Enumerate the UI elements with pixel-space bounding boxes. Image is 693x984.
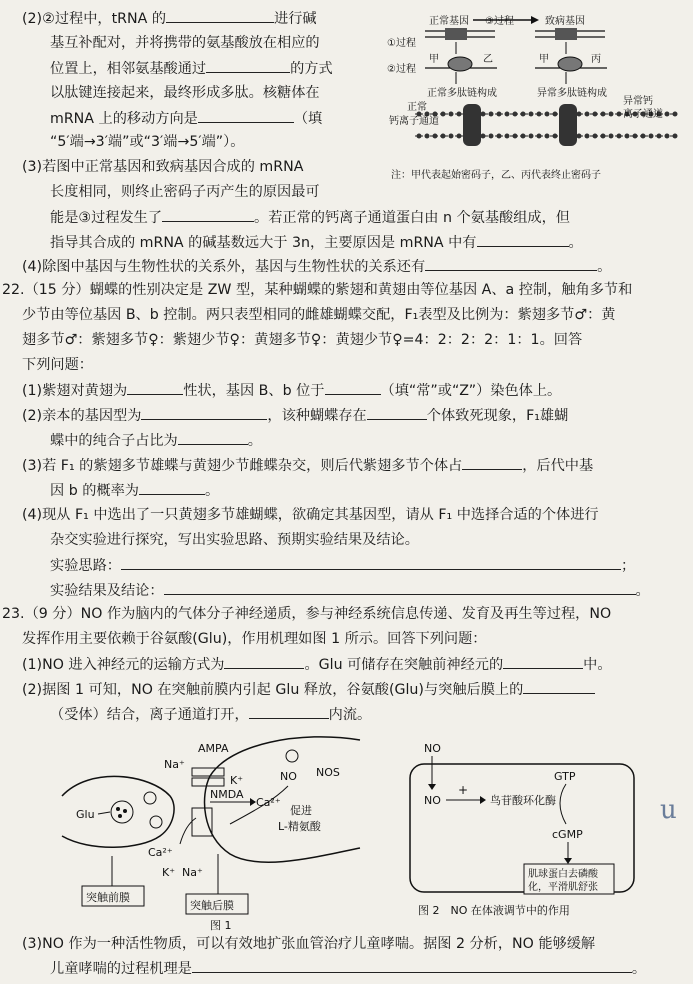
figure-2-no-pathway [408,738,670,920]
label-na-bottom: Na⁺ [182,866,203,879]
q21-p2-line2: 基互补配对，并将携带的氨基酸放在相应的 [50,35,320,51]
label-no-inside: NO [424,794,441,807]
q21-p2-line6: “5′端→3′端”或“3′端→5′端”）。 [50,134,245,150]
q22-stem-line2: 少节由等位基因 B、b 控制。两只表型相同的雌雄蝴蝶交配，F₁表型及比例为：紫翅多节♂：黄 [22,307,616,323]
q22-p4-line1: (4)现从 F₁ 中选出了一只黄翅多节雄蝴蝶，欲确定其基因型，请从 F₁ 中选择合适的个体进行 [22,507,599,523]
q22-p3-line2: 因 b 的概率为 。 [50,480,219,501]
label-na-top: Na⁺ [164,758,185,771]
label-abnormal-channel-1: 异常钙 [623,96,653,107]
label-normal-peptide: 正常多肽链构成 [427,88,497,99]
q22-p2-line2: 蝶中的纯合子占比为 。 [50,430,262,451]
label-nos: NOS [316,766,340,779]
figure-1-caption: 图 1 [210,919,232,932]
margin-handwriting: u [660,795,677,825]
label-ca-right: Ca²⁺ [256,796,281,809]
label-jia-1: 甲 [429,54,439,65]
label-no-top: NO [424,742,441,755]
label-step3: ③过程 [485,16,514,27]
label-step1: ①过程 [387,38,416,49]
label-cgmp: cGMP [552,828,583,841]
label-k-top: K⁺ [230,774,244,787]
q22-stem-line3: 翅多节♂：紫翅多节♀：紫翅少节♀：黄翅多节♀：黄翅少节♀=4：2：2：2：1：1。回答 [22,332,583,348]
q21-p3-line2: 长度相同，则终止密码子丙产生的原因最可 [50,184,320,200]
normal-channel-shape [463,104,481,146]
q22-p1: (1)紫翅对黄翅为 性状，基因 B、b 位于 （填“常”或“Z”）染色体上。 [22,380,561,401]
label-arg: L-精氨酸 [278,820,321,833]
label-k-bottom: K⁺ [162,866,176,879]
q21-p2-line5: mRNA 上的移动方向是 （填 [50,108,322,129]
q21-p2-line4: 以肽键连接起来，最终形成多肽。核糖体在 [50,85,320,101]
label-abnormal-channel-2: 离子通道 [623,109,663,120]
label-nmda: NMDA [210,788,244,801]
q21-p3-line4: 指导其合成的 mRNA 的碱基数远大于 3n，主要原因是 mRNA 中有 。 [50,232,583,253]
q21-p3-line1: (3)若图中正常基因和致病基因合成的 mRNA [22,159,304,175]
label-yi: 乙 [483,54,493,65]
label-guanylate-cyclase: 鸟苷酸环化酶 [490,794,556,807]
label-promote: 促进 [290,804,312,817]
label-bing: 丙 [591,54,601,65]
label-normal-channel-2: 钙离子通道 [389,116,439,127]
q23-stem-line2: 发挥作用主要依赖于谷氨酸(Glu)，作用机理如图 1 所示。回答下列问题： [22,631,487,647]
q21-p2-line1: (2)②过程中，tRNA 的 进行碱 [22,8,317,29]
label-disease-gene: 致病基因 [545,16,585,27]
q23-p1: (1)NO 进入神经元的运输方式为 。Glu 可储存在突触前神经元的 中。 [22,654,612,675]
q22-stem-line4: 下列问题： [22,357,93,373]
label-step2: ②过程 [387,64,416,75]
label-normal-gene: 正常基因 [429,16,469,27]
q23-p2-line2: （受体）结合，离子通道打开， 内流。 [50,704,371,725]
figure-1-synapse [60,726,390,932]
figure-note: 注：甲代表起始密码子，乙、丙代表终止密码子 [391,170,601,181]
q23-p3-line2: 儿童哮喘的过程机理是 。 [50,958,646,979]
q22-p3-line1: (3)若 F₁ 的紫翅多节雄蝶与黄翅少节雌蝶杂交，则后代紫翅多节个体占 ，后代中基 [22,455,593,476]
q22-p4-idea: 实验思路： ； [50,555,635,576]
gene-expression-figure [385,6,685,190]
q21-p3-line3: 能是③过程发生了 。若正常的钙离子通道蛋白由 n 个氨基酸组成，但 [50,207,570,228]
label-ca-left: Ca²⁺ [148,846,173,859]
q23-p3-line1: (3)NO 作为一种活性物质，可以有效地扩张血管治疗儿童哮喘。据图 2 分析，NO 能够缓解 [22,936,596,952]
q22-p4-line2: 杂交实验进行探究，写出实验思路、预期实验结果及结论。 [50,532,419,548]
label-outcome-2: 化，平滑肌舒张 [528,882,598,893]
q22-p2-line1: (2)亲本的基因型为 ，该种蝴蝶存在 个体致死现象，F₁雄蝴 [22,405,568,426]
label-no: NO [280,770,297,783]
label-normal-channel-1: 正常 [407,102,427,113]
label-plus: + [458,783,469,797]
label-ampa: AMPA [198,742,229,755]
label-abnormal-peptide: 异常多肽链构成 [537,88,607,99]
q23-stem-line1: 23.（9 分）NO 作为脑内的气体分子神经递质，参与神经系统信息传递、发育及再生等过程，NO [2,606,612,622]
q23-p2-line1: (2)据图 1 可知，NO 在突触前膜内引起 Glu 释放，谷氨酸(Glu)与突触后膜上的 [22,679,595,700]
q21-p4-line1: (4)除图中基因与生物性状的关系外，基因与生物性状的关系还有 。 [22,256,611,277]
label-postsynaptic-membrane: 突触后膜 [190,899,234,912]
abnormal-channel-shape [559,104,577,146]
q22-p4-result: 实验结果及结论： 。 [50,580,650,601]
figure-2-caption: 图 2 NO 在体液调节中的作用 [418,904,570,917]
label-jia-2: 甲 [539,54,549,65]
label-outcome-1: 肌球蛋白去磷酸 [528,869,598,880]
label-presynaptic-membrane: 突触前膜 [86,891,130,904]
q21-p2-line3: 位置上，相邻氨基酸通过 的方式 [50,58,333,79]
q22-stem-line1: 22.（15 分）蝴蝶的性别决定是 ZW 型，某种蝴蝶的紫翅和黄翅由等位基因 A、a 控制，触角多节和 [2,282,633,298]
label-glu: Glu [76,808,95,821]
label-gtp: GTP [554,770,576,783]
